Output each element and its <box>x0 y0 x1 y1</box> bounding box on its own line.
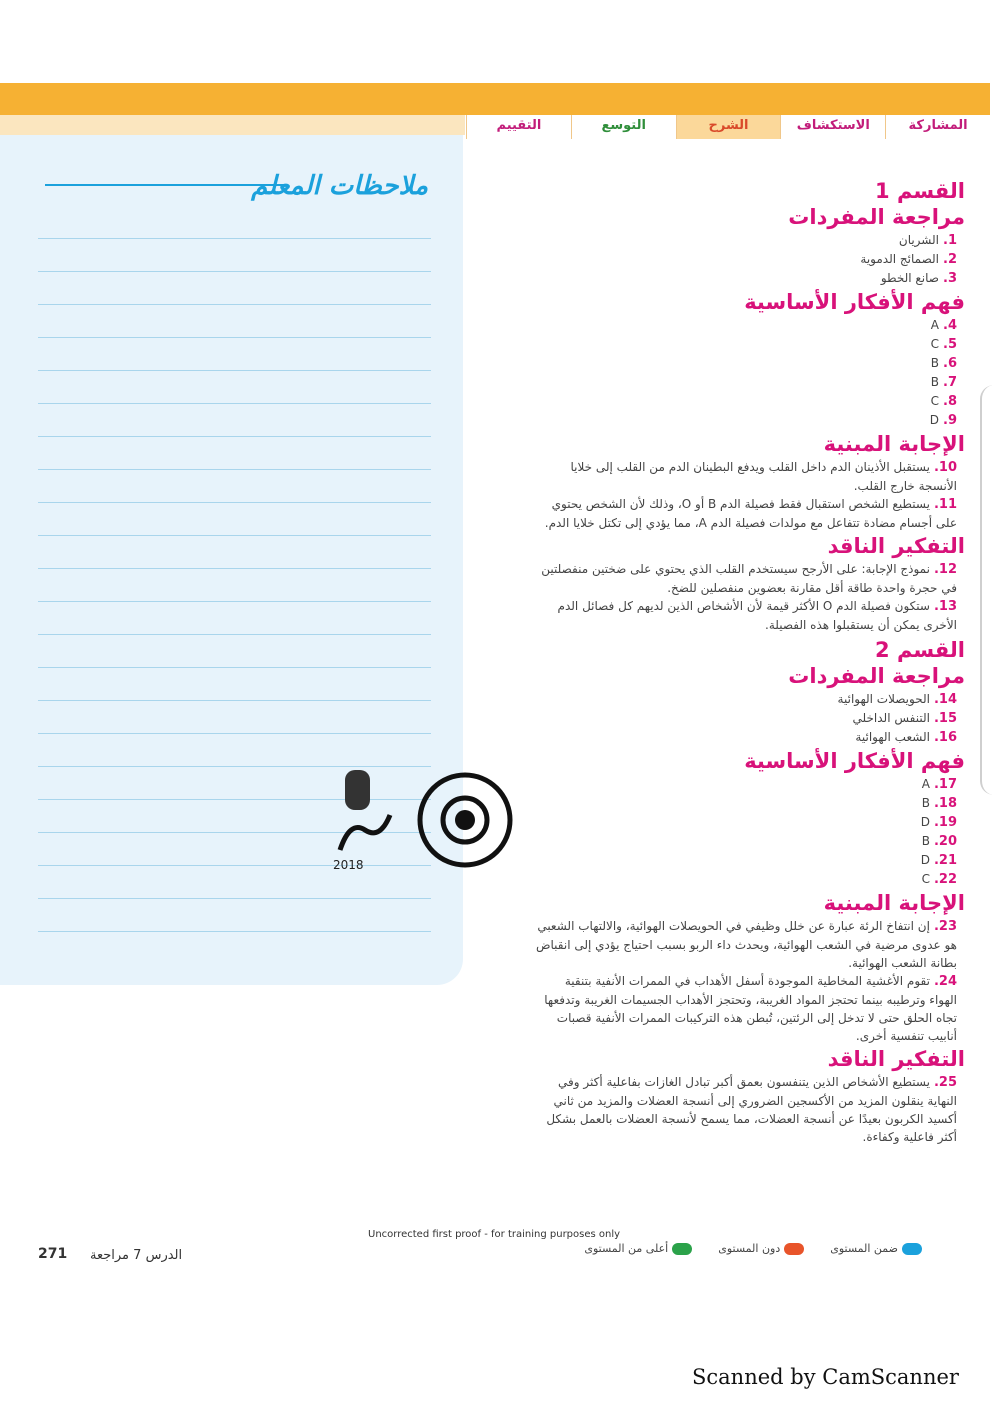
answer-item <box>525 1073 965 1146</box>
answer-text: صانع الخطو <box>880 271 939 285</box>
note-line <box>38 469 431 470</box>
note-line <box>38 634 431 635</box>
answer-text: يستطيع الأشخاص الذين يتنفسون بعمق أكبر تبادل الغازات بفاعلية أكثر وفي النهاية ينقلون المزيد من الأكسجين الضروري إلى أنسجة العضلات والمزيد من ثاني أكسيد الكربون بعيدًا عن أنسجة العضلات، مما يسمح لأنسجة العضلات بالعمل بشكل أكثر فاعلية وكفاءة. <box>546 1075 957 1144</box>
scanner-watermark: Scanned by CamScanner <box>692 1365 959 1389</box>
answer-number: 4. <box>943 318 957 333</box>
answer-item <box>525 690 965 709</box>
tab-evaluate[interactable]: التقييم <box>466 115 571 139</box>
answer-number: 5. <box>943 337 957 352</box>
answer-number: 17. <box>933 777 957 792</box>
legend-dot-icon <box>784 1243 804 1255</box>
tab-elaborate[interactable]: التوسع <box>571 115 676 139</box>
answer-text: الصمائج الدموية <box>860 252 939 266</box>
header-strip <box>0 115 465 135</box>
block-heading: فهم الأفكار الأساسية <box>744 290 965 314</box>
notes-title-underline <box>45 184 285 186</box>
answer-item <box>525 269 965 288</box>
answer-text: A <box>930 318 939 332</box>
note-line <box>38 667 431 668</box>
answer-item <box>525 775 965 794</box>
note-line <box>38 304 431 305</box>
level-legend <box>584 1242 922 1255</box>
answer-item <box>525 851 965 870</box>
answer-item <box>525 231 965 250</box>
answer-item <box>525 813 965 832</box>
answer-text: الحويصلات الهوائية <box>837 692 930 706</box>
note-line <box>38 238 431 239</box>
answer-item <box>525 411 965 430</box>
answer-item <box>525 597 965 634</box>
answer-text: نموذج الإجابة: على الأرجح سيستخدم القلب الذي يحتوي على ضختين منفصلتين في حجرة واحدة طاقة أقل مقارنة بعضوين منفصلين للضخ. <box>541 562 957 595</box>
answer-item <box>525 917 965 972</box>
answer-text: الشعب الهوائية <box>855 730 930 744</box>
answer-text: يستقبل الأذينان الدم داخل القلب ويدفع البطينان الدم من القلب إلى خلايا الأنسجة خارج القلب. <box>570 460 957 493</box>
page-edge <box>980 385 992 795</box>
legend-above-level: أعلى من المستوى <box>584 1242 692 1255</box>
proof-notice: Uncorrected first proof - for training purposes only <box>368 1229 621 1240</box>
block-heading: التفكير الناقد <box>827 1047 965 1071</box>
answer-text: B <box>921 834 930 848</box>
answer-number: 14. <box>933 692 957 707</box>
answer-number: 8. <box>943 394 957 409</box>
watermark-stamp <box>330 760 530 875</box>
note-line <box>38 436 431 437</box>
answer-item <box>525 728 965 747</box>
answer-text: C <box>930 394 939 408</box>
lesson-label: الدرس 7 مراجعة <box>90 1248 183 1263</box>
answer-number: 6. <box>943 356 957 371</box>
note-line <box>38 403 431 404</box>
answer-text: A <box>921 777 930 791</box>
answer-item <box>525 392 965 411</box>
note-line <box>38 535 431 536</box>
tab-engage[interactable]: المشاركة <box>885 115 990 139</box>
answer-number: 21. <box>933 853 957 868</box>
section-tabs <box>466 115 990 139</box>
answer-number: 19. <box>933 815 957 830</box>
answer-item <box>525 335 965 354</box>
answer-number: 9. <box>943 413 957 428</box>
block-heading: الإجابة المبنية <box>823 432 965 456</box>
answer-text: يستطيع الشخص استقبال فقط فصيلة الدم B أو O، وذلك لأن الشخص يحتوي على أجسام مضادة تتفاعل مع مولدات فصيلة الدم A، مما يؤدي إلى تكتل خلايا الدم. <box>544 497 957 530</box>
block-heading: مراجعة المفردات <box>788 205 965 229</box>
answer-text: C <box>921 872 930 886</box>
note-line <box>38 931 431 932</box>
answer-text: D <box>920 815 930 829</box>
answer-item <box>525 373 965 392</box>
section-title: القسم 1 <box>875 179 965 203</box>
answer-item <box>525 354 965 373</box>
answer-item <box>525 560 965 597</box>
block-heading: الإجابة المبنية <box>823 891 965 915</box>
block-heading: التفكير الناقد <box>827 534 965 558</box>
answer-number: 10. <box>933 460 957 475</box>
answer-number: 15. <box>933 711 957 726</box>
note-line <box>38 568 431 569</box>
answer-item <box>525 832 965 851</box>
notes-title: ملاحظات المعلم <box>251 171 428 201</box>
note-line <box>38 337 431 338</box>
answer-item <box>525 870 965 889</box>
answer-item <box>525 316 965 335</box>
block-heading: فهم الأفكار الأساسية <box>744 749 965 773</box>
stamp-year: 2018 <box>333 858 364 872</box>
answer-number: 3. <box>943 271 957 286</box>
header-bar <box>0 83 990 115</box>
answer-number: 20. <box>933 834 957 849</box>
answer-text: C <box>930 337 939 351</box>
block-heading: مراجعة المفردات <box>788 664 965 688</box>
tab-explain[interactable]: الشرح <box>676 115 781 139</box>
legend-below-level: دون المستوى <box>718 1242 804 1255</box>
answer-number: 2. <box>943 252 957 267</box>
note-line <box>38 601 431 602</box>
note-line <box>38 733 431 734</box>
legend-on-level: ضمن المستوى <box>830 1242 922 1255</box>
tab-explore[interactable]: الاستكشاف <box>780 115 885 139</box>
answer-text: D <box>929 413 939 427</box>
answer-text: الشريان <box>898 233 939 247</box>
answer-item <box>525 250 965 269</box>
answer-item <box>525 709 965 728</box>
answer-text: التنفس الداخلي <box>852 711 930 725</box>
answer-key <box>525 175 965 1146</box>
answer-text: إن انتفاخ الرئة عبارة عن خلل وظيفي في الحويصلات الهوائية، والالتهاب الشعبي هو عدوى مرضية في الشعب الهوائية، ويحدث داء الربو بسبب احتياج يؤدي إلى انقباض بطانة الشعب الهوائية. <box>536 919 957 970</box>
answer-number: 22. <box>933 872 957 887</box>
answer-item <box>525 458 965 495</box>
answer-number: 24. <box>933 974 957 989</box>
answer-number: 1. <box>943 233 957 248</box>
answer-text: B <box>921 796 930 810</box>
answer-number: 7. <box>943 375 957 390</box>
answer-text: B <box>930 356 939 370</box>
answer-number: 13. <box>933 599 957 614</box>
answer-number: 16. <box>933 730 957 745</box>
answer-item <box>525 972 965 1045</box>
answer-item <box>525 794 965 813</box>
answer-number: 25. <box>933 1075 957 1090</box>
note-line <box>38 502 431 503</box>
note-line <box>38 898 431 899</box>
section-title: القسم 2 <box>875 638 965 662</box>
answer-number: 18. <box>933 796 957 811</box>
page-number: 271 <box>38 1246 68 1262</box>
answer-text: D <box>920 853 930 867</box>
answer-number: 12. <box>933 562 957 577</box>
answer-text: B <box>930 375 939 389</box>
answer-text: ستكون فصيلة الدم O الأكثر قيمة لأن الأشخاص الذين لديهم كل فصائل الدم الأخرى يمكن أن يستقبلوا هذه الفصيلة. <box>557 599 957 632</box>
legend-dot-icon <box>902 1243 922 1255</box>
note-line <box>38 370 431 371</box>
answer-text: تقوم الأغشية المخاطية الموجودة أسفل الأهداب في الممرات الأنفية بتنقية الهواء وترطيبه بينما تحتجز المواد الغريبة، وتحتجز الأهداب الجسيمات الغريبة وتدفعها تجاه الحلق حتى لا تدخل إلى الرئتين، تُبطن هذه التركيبات الممرات الأنفية قصبات أنابيب تنفسية أخرى. <box>544 974 957 1043</box>
note-line <box>38 271 431 272</box>
answer-number: 23. <box>933 919 957 934</box>
legend-dot-icon <box>672 1243 692 1255</box>
note-line <box>38 700 431 701</box>
answer-item <box>525 495 965 532</box>
answer-number: 11. <box>933 497 957 512</box>
